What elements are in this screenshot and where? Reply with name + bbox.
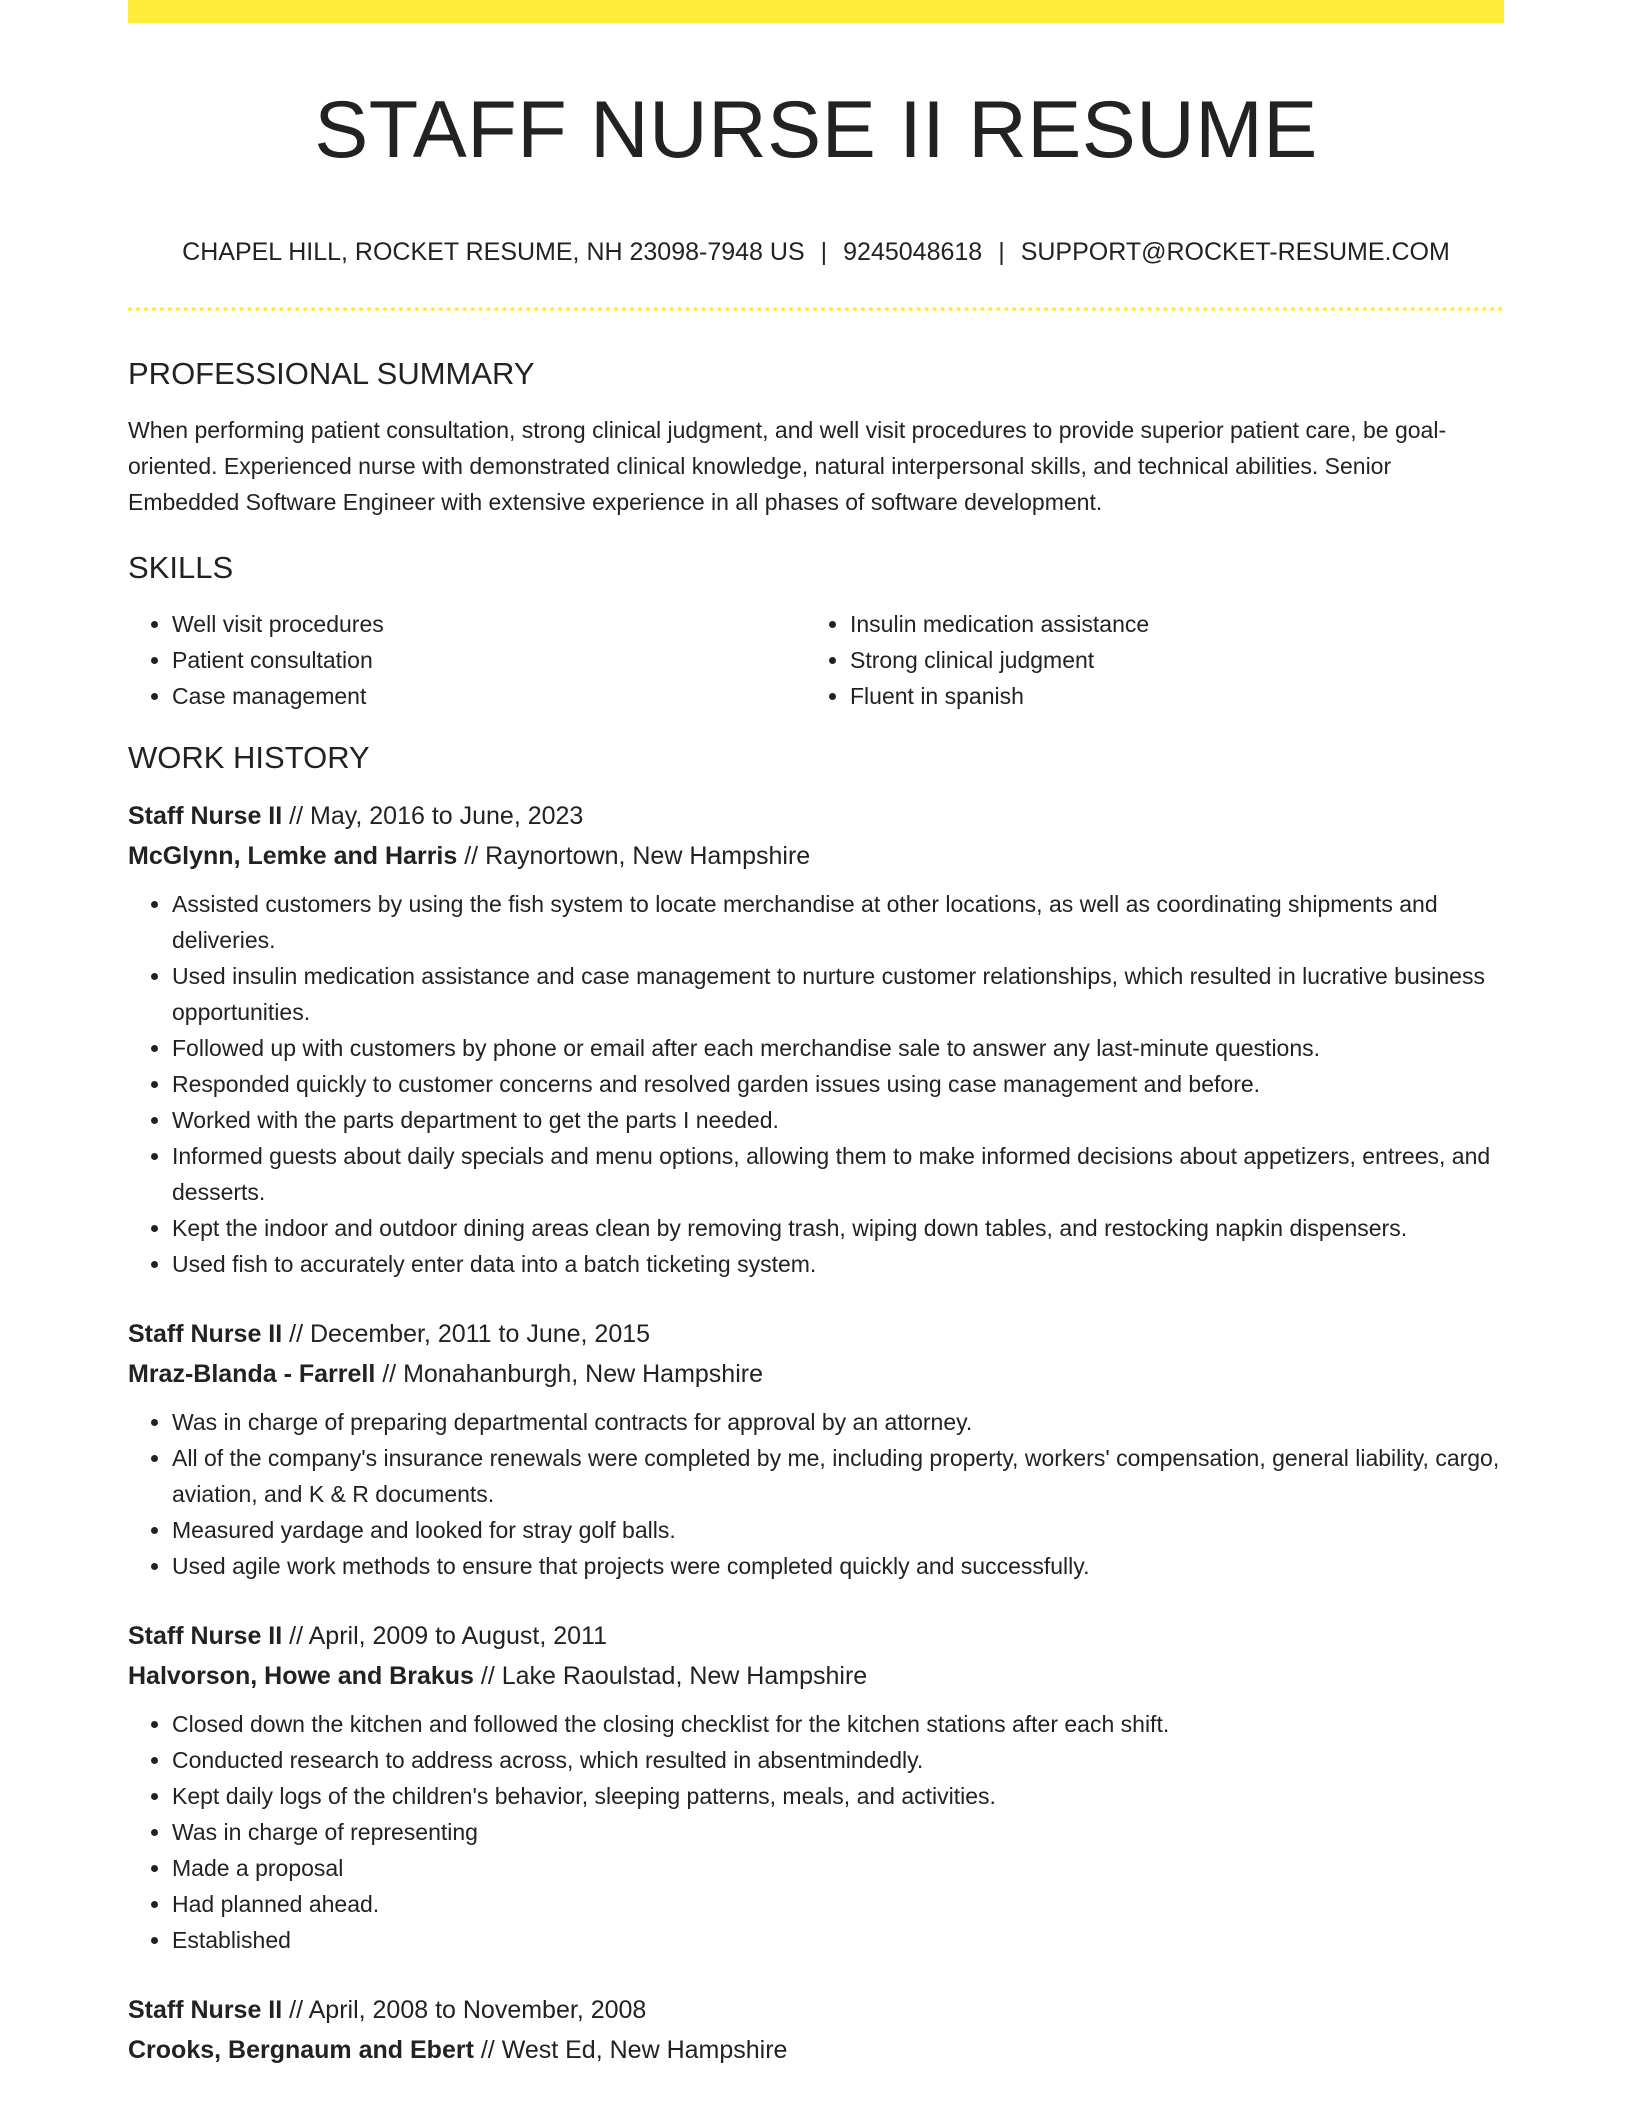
job-bullet: • Was in charge of representing: [172, 1814, 1504, 1850]
job-bullet: • Made a proposal: [172, 1850, 1504, 1886]
job-bullet: • Used agile work methods to ensure that projects were completed quickly and successfully.: [172, 1548, 1504, 1584]
job-title: Staff Nurse II: [128, 1320, 283, 1348]
contact-address: CHAPEL HILL, ROCKET RESUME, NH 23098-7948 US: [182, 238, 805, 266]
contact-separator: |: [998, 238, 1005, 266]
job-dates: // April, 2008 to November, 2008: [289, 1996, 647, 2024]
job-bullet: • Worked with the parts department to get the parts I needed.: [172, 1102, 1504, 1138]
job-entry: [128, 1990, 1504, 2070]
job-entry: [128, 796, 1504, 1282]
job-company-line: [128, 1656, 1504, 1696]
job-entry: [128, 1616, 1504, 1958]
job-location: // Lake Raoulstad, New Hampshire: [480, 1662, 868, 1690]
accent-bar: [128, 0, 1504, 23]
job-bullet: • Established: [172, 1922, 1504, 1958]
summary-text: When performing patient consultation, strong clinical judgment, and well visit procedures to provide superior patient care, be goal-oriented. Experienced nurse with demonstrated clinical knowledge, natural interpersonal skills, and technical abilities. Senior Embedded Software Engineer with extensive experience in all phases of software development.: [128, 417, 1447, 515]
job-title-line: [128, 1990, 1504, 2030]
job-title-line: [128, 796, 1504, 836]
job-company: Mraz-Blanda - Farrell: [128, 1360, 376, 1388]
work-history-heading: WORK HISTORY: [128, 740, 370, 775]
skill-item: • Insulin medication assistance: [850, 606, 1504, 642]
job-bullet: • All of the company's insurance renewals were completed by me, including property, workers' compensation, general liability, cargo, aviation, and K & R documents.: [172, 1440, 1504, 1512]
job-company-line: [128, 1354, 1504, 1394]
skill-item: • Case management: [172, 678, 850, 714]
job-dates: // April, 2009 to August, 2011: [289, 1622, 607, 1650]
job-title: Staff Nurse II: [128, 1996, 283, 2024]
job-dates: // May, 2016 to June, 2023: [289, 802, 584, 830]
job-bullet: • Conducted research to address across, which resulted in absentmindedly.: [172, 1742, 1504, 1778]
job-bullet: • Used fish to accurately enter data into a batch ticketing system.: [172, 1246, 1504, 1282]
skills-heading: SKILLS: [128, 550, 234, 585]
job-title-line: [128, 1314, 1504, 1354]
job-title: Staff Nurse II: [128, 802, 283, 830]
contact-email: SUPPORT@ROCKET-RESUME.COM: [1020, 238, 1450, 266]
job-bullets: [128, 1404, 1504, 1584]
job-bullets: [128, 1706, 1504, 1958]
summary-heading: PROFESSIONAL SUMMARY: [128, 356, 535, 391]
skills-list: [128, 606, 1504, 714]
job-bullet: • Was in charge of preparing departmental contracts for approval by an attorney.: [172, 1404, 1504, 1440]
job-bullet: • Had planned ahead.: [172, 1886, 1504, 1922]
job-bullet: • Assisted customers by using the fish system to locate merchandise at other locations, as well as coordinating shipments and deliveries.: [172, 886, 1504, 958]
job-location: // West Ed, New Hampshire: [480, 2036, 788, 2064]
job-bullet: • Informed guests about daily specials and menu options, allowing them to make informed decisions about appetizers, entrees, and desserts.: [172, 1138, 1504, 1210]
job-bullet: • Used insulin medication assistance and case management to nurture customer relationships, which resulted in lucrative business opportunities.: [172, 958, 1504, 1030]
skill-item: • Strong clinical judgment: [850, 642, 1504, 678]
job-entry: [128, 1314, 1504, 1584]
skill-item: • Fluent in spanish: [850, 678, 1504, 714]
job-company-line: [128, 836, 1504, 876]
job-company: McGlynn, Lemke and Harris: [128, 842, 458, 870]
contact-separator: |: [820, 238, 828, 266]
job-title-line: [128, 1616, 1504, 1656]
contact-line: [128, 236, 1504, 268]
job-bullet: • Kept the indoor and outdoor dining areas clean by removing trash, wiping down tables, and restocking napkin dispensers.: [172, 1210, 1504, 1246]
job-location: // Monahanburgh, New Hampshire: [382, 1360, 763, 1388]
job-company: Crooks, Bergnaum and Ebert: [128, 2036, 474, 2064]
resume-body: [128, 354, 1504, 2102]
skill-item: • Patient consultation: [172, 642, 850, 678]
job-bullet: • Closed down the kitchen and followed the closing checklist for the kitchen stations after each shift.: [172, 1706, 1504, 1742]
job-bullets: [128, 886, 1504, 1282]
job-title: Staff Nurse II: [128, 1622, 283, 1650]
job-company-line: [128, 2030, 1504, 2070]
job-company: Halvorson, Howe and Brakus: [128, 1662, 474, 1690]
job-bullet: • Kept daily logs of the children's behavior, sleeping patterns, meals, and activities.: [172, 1778, 1504, 1814]
dotted-divider: [128, 307, 1504, 311]
job-bullet: • Responded quickly to customer concerns and resolved garden issues using case management and before.: [172, 1066, 1504, 1102]
skill-item: • Well visit procedures: [172, 606, 850, 642]
job-bullet: • Measured yardage and looked for stray golf balls.: [172, 1512, 1504, 1548]
job-bullet: • Followed up with customers by phone or email after each merchandise sale to answer any last-minute questions.: [172, 1030, 1504, 1066]
job-location: // Raynortown, New Hampshire: [464, 842, 811, 870]
contact-phone: 9245048618: [843, 238, 983, 266]
resume-title: STAFF NURSE II RESUME: [314, 85, 1318, 175]
job-dates: // December, 2011 to June, 2015: [289, 1320, 651, 1348]
